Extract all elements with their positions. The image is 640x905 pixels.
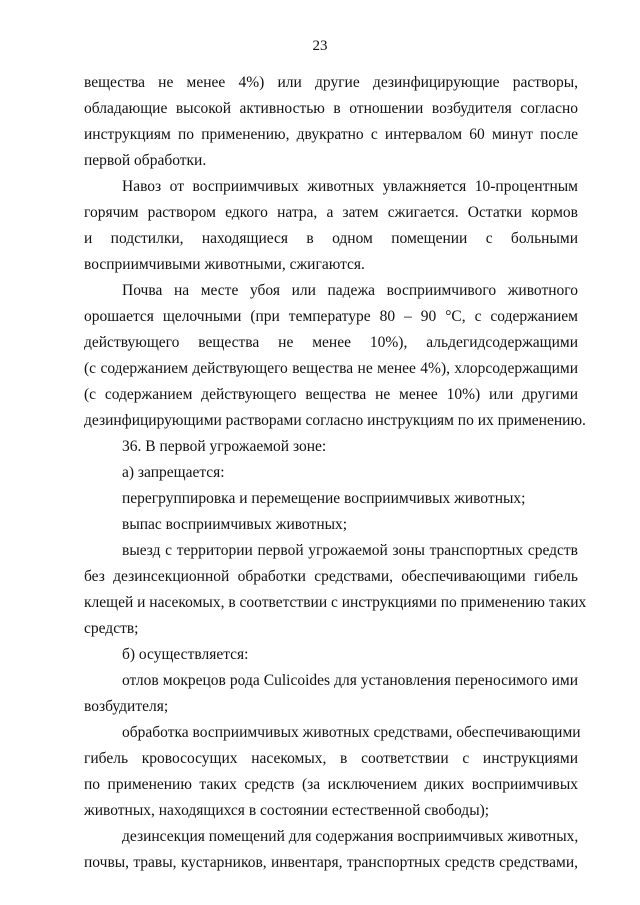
text-line: перегруппировка и перемещение восприимчивых животных; xyxy=(122,490,526,507)
text-line: по применению таких средств (за исключением диких восприимчивых xyxy=(84,776,578,793)
text-line: вещества не менее 4%) или другие дезинфицирующие растворы, xyxy=(84,74,578,91)
text-line: обработка восприимчивых животных средствами, обеспечивающими xyxy=(122,724,581,741)
text-line: орошается щелочными (при температуре 80 – 90 °С, с содержанием xyxy=(84,308,578,325)
text-line: а) запрещается: xyxy=(122,464,225,481)
text-line: инструкциям по применению, двукратно с интервалом 60 минут после xyxy=(84,126,578,143)
text-line: (с содержанием действующего вещества не менее 4%), хлорсодержащими xyxy=(84,360,578,377)
text-line: (с содержанием действующего вещества не менее 10%) или другими xyxy=(84,386,578,403)
text-line: дезинсекция помещений для содержания восприимчивых животных, xyxy=(122,828,579,845)
text-line: обладающие высокой активностью в отношении возбудителя согласно xyxy=(84,100,578,117)
text-line: выпас восприимчивых животных; xyxy=(122,516,348,533)
text-line: средств; xyxy=(84,620,139,637)
text-line: почвы, травы, кустарников, инвентаря, транспортных средств средствами, xyxy=(84,854,578,871)
text-line: Навоз от восприимчивых животных увлажняется 10-процентным xyxy=(122,178,578,195)
text-line: и подстилки, находящиеся в одном помещении с больными xyxy=(84,230,578,247)
section-heading: 36. В первой угрожаемой зоне: xyxy=(122,438,327,455)
text-line: отлов мокрецов рода Culicoides для установления переносимого ими xyxy=(122,672,578,689)
text-line: восприимчивыми животными, сжигаются. xyxy=(84,256,365,273)
text-line: горячим раствором едкого натра, а затем сжигается. Остатки кормов xyxy=(84,204,578,221)
text-line: первой обработки. xyxy=(84,152,207,169)
text-line: дезинфицирующими растворами согласно инструкциям по их применению. xyxy=(84,412,586,429)
text-line: клещей и насекомых, в соответствии с инструкциями по применению таких xyxy=(84,594,587,611)
text-line: действующего вещества не менее 10%), альдегидсодержащими xyxy=(84,334,578,351)
text-line: возбудителя; xyxy=(84,698,169,715)
text-line: б) осуществляется: xyxy=(122,646,249,663)
text-line: животных, находящихся в состоянии естественной свободы); xyxy=(84,802,490,819)
text-line: Почва на месте убоя или падежа восприимчивого животного xyxy=(122,282,578,299)
page-number: 23 xyxy=(312,38,328,54)
text-line: выезд с территории первой угрожаемой зоны транспортных средств xyxy=(122,542,578,559)
text-line: без дезинсекционной обработки средствами, обеспечивающими гибель xyxy=(84,568,578,585)
text-line: гибель кровососущих насекомых, в соответствии с инструкциями xyxy=(84,750,578,767)
